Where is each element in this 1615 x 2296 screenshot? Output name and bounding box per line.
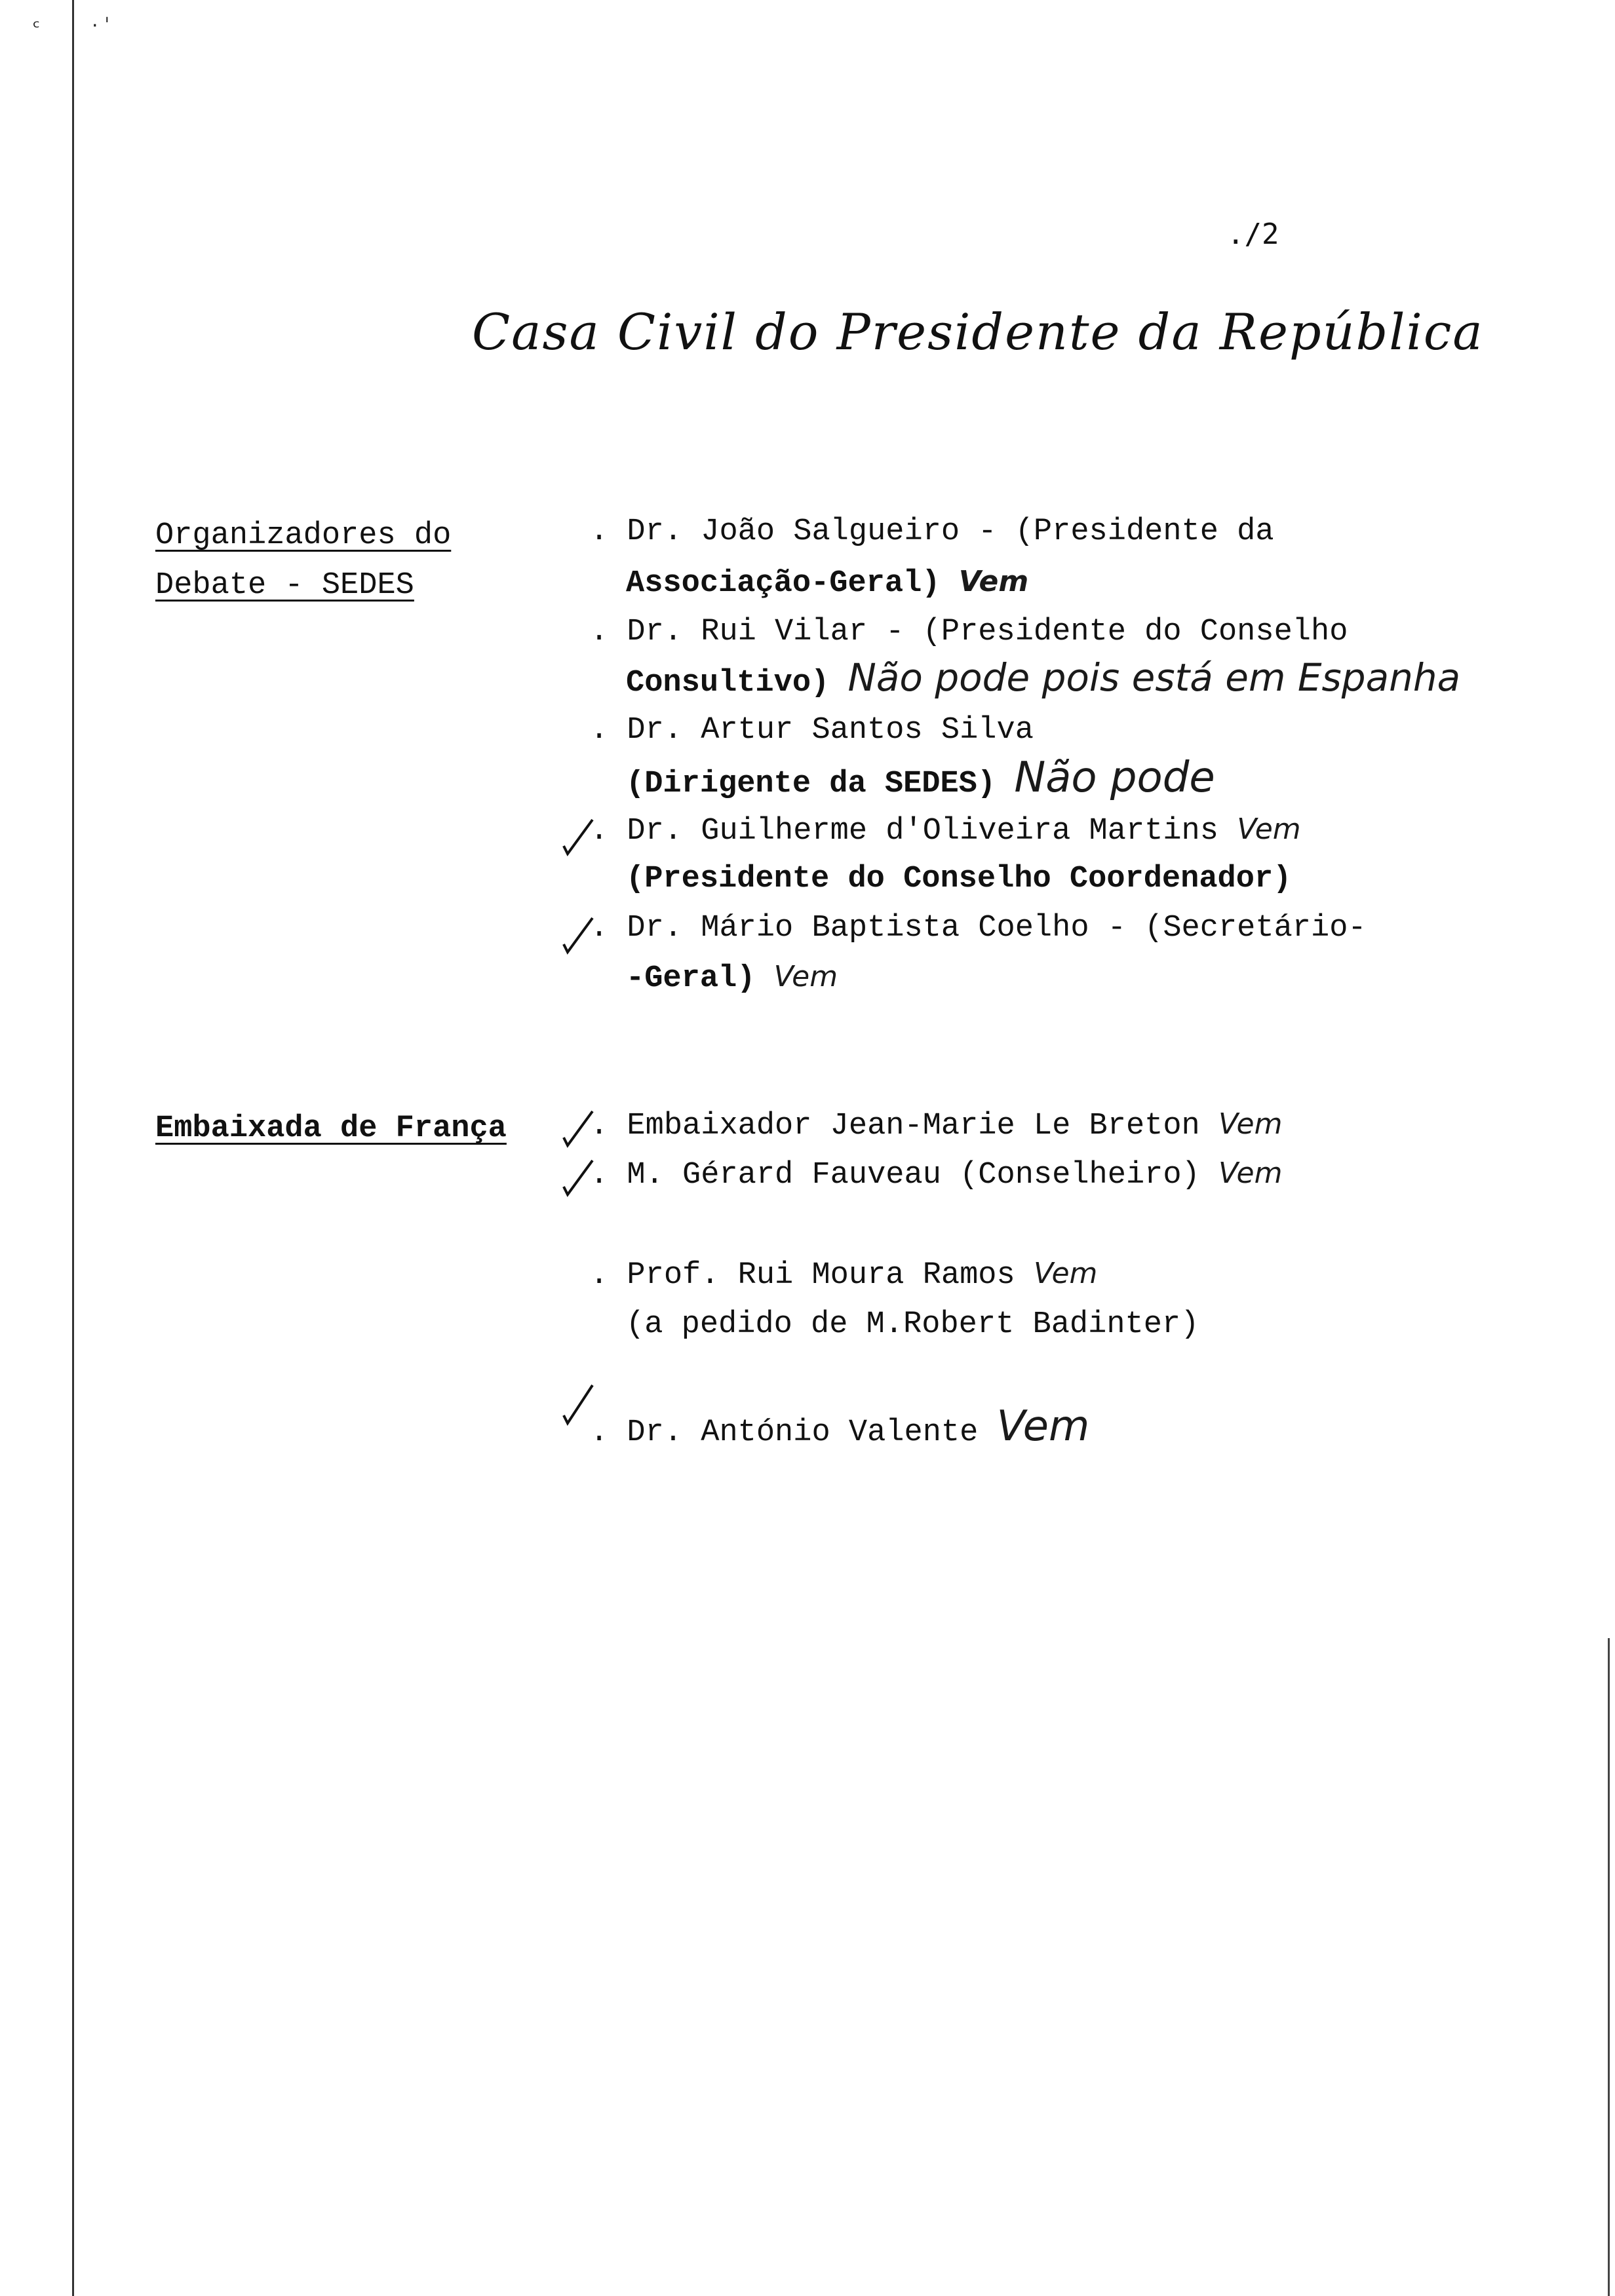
entry-text: Dr. João Salgueiro - (Presidente da xyxy=(627,514,1274,549)
handwritten-note: Vem xyxy=(996,1402,1090,1451)
entry-text: -Geral) xyxy=(626,961,756,996)
section-label-line: Debate - SEDES xyxy=(155,568,414,603)
entry-line xyxy=(626,960,838,996)
handwritten-note: Vem xyxy=(958,565,1029,598)
entry-text: M. Gérard Fauveau (Conselheiro) xyxy=(627,1158,1200,1193)
letterhead: Casa Civil do Presidente da República xyxy=(472,303,1484,361)
handwritten-note: Não pode xyxy=(1014,754,1215,802)
entry-text: (Dirigente da SEDES) xyxy=(626,767,996,801)
entry-line xyxy=(626,655,1460,700)
entry-text: Consultivo) xyxy=(626,666,830,700)
right-edge-line xyxy=(1608,1638,1615,2296)
entry-line: . Dr. António Valente Vem xyxy=(590,1402,1090,1451)
entry-text: (Presidente do Conselho Coordenador) xyxy=(626,862,1292,896)
margin-line xyxy=(72,0,74,2296)
section-label-line: Embaixada de França xyxy=(155,1111,507,1146)
handwritten-note: Vem xyxy=(1218,1157,1283,1190)
page-number: ./2 xyxy=(1227,218,1279,251)
entry-line: . Dr. Mário Baptista Coelho - (Secretário- xyxy=(590,911,1367,946)
section-label-sedes xyxy=(155,511,451,611)
entry-text: Dr. Artur Santos Silva xyxy=(627,713,1034,748)
edge-mark-icon: · ˈ xyxy=(92,14,110,37)
section-label-embaixada xyxy=(155,1104,507,1154)
entry-text: Dr. Guilherme d'Oliveira Martins xyxy=(627,814,1218,849)
entry-text: Dr. Mário Baptista Coelho - (Secretário- xyxy=(627,911,1367,946)
handwritten-note: Vem xyxy=(1218,1107,1283,1141)
handwritten-note: Vem xyxy=(1237,813,1301,846)
handwritten-note: Vem xyxy=(773,960,838,993)
entry-line: . M. Gérard Fauveau (Conselheiro) Vem xyxy=(590,1157,1283,1193)
entry-text: Embaixador Jean-Marie Le Breton xyxy=(627,1109,1200,1143)
entry-text: Dr. Rui Vilar - (Presidente do Conselho xyxy=(627,615,1348,649)
entry-line: . Prof. Rui Moura Ramos Vem xyxy=(590,1257,1098,1293)
handwritten-note: Não pode pois está em Espanha xyxy=(847,655,1461,700)
entry-line: . Dr. João Salgueiro - (Presidente da xyxy=(590,514,1274,549)
handwritten-note: Vem xyxy=(1033,1257,1098,1290)
entry-line xyxy=(626,862,1291,896)
entry-line xyxy=(626,565,1028,601)
section-label-line: Organizadores do xyxy=(155,518,452,553)
edge-mark-icon: ᶜ xyxy=(33,16,41,39)
entry-line: . Dr. Artur Santos Silva xyxy=(590,713,1034,748)
entry-text: Associação-Geral) xyxy=(626,566,941,601)
entry-text: Dr. António Valente xyxy=(627,1415,979,1450)
entry-line: . Dr. Guilherme d'Oliveira Martins Vem xyxy=(590,813,1301,849)
entry-line: . Embaixador Jean-Marie Le Breton Vem xyxy=(590,1107,1283,1143)
entry-text: (a pedido de M.Robert Badinter) xyxy=(626,1307,1199,1342)
entry-line xyxy=(626,1307,1199,1342)
entry-line xyxy=(626,754,1215,802)
entry-line: . Dr. Rui Vilar - (Presidente do Conselho xyxy=(590,615,1348,649)
entry-text: Prof. Rui Moura Ramos xyxy=(627,1258,1015,1293)
